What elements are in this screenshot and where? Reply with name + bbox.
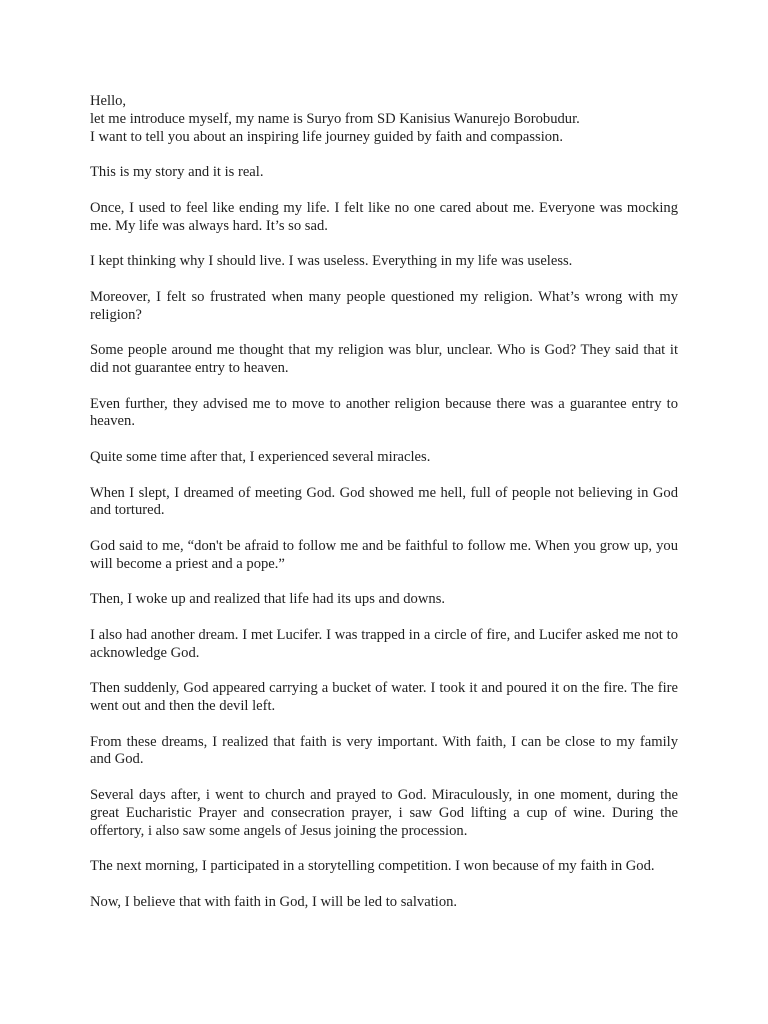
paragraph-move-religion: Even further, they advised me to move to another religion because there was a guarantee entry to heaven.	[90, 395, 678, 430]
paragraph-woke-up: Then, I woke up and realized that life had its ups and downs.	[90, 591, 446, 608]
introduction-line: let me introduce myself, my name is Suryo from SD Kanisius Wanurejo Borobudur.	[90, 110, 580, 127]
greeting-line: Hello,	[90, 93, 127, 109]
paragraph-faith-important: From these dreams, I realized that faith is very important. With faith, I can be close to my family and God.	[90, 733, 678, 768]
paragraph-dream-hell: When I slept, I dreamed of meeting God. God showed me hell, full of people not believing in God and tortured.	[90, 484, 678, 519]
paragraph-god-said: God said to me, “don't be afraid to follow me and be faithful to follow me. When you grow up, you will become a priest and a pope.”	[90, 537, 678, 572]
paragraph-lucifer-dream: I also had another dream. I met Lucifer. I was trapped in a circle of fire, and Lucifer asked me not to acknowledge God.	[90, 626, 678, 661]
paragraph-bucket-water: Then suddenly, God appeared carrying a bucket of water. I took it and poured it on the fire. The fire went out and then the devil left.	[90, 680, 678, 715]
intro-block	[90, 93, 678, 146]
paragraph-ending-life: Once, I used to feel like ending my life. I felt like no one cared about me. Everyone was mocking me. My life was always hard. It’s so sad.	[90, 199, 678, 234]
paragraph-salvation: Now, I believe that with faith in God, I will be led to salvation.	[90, 893, 458, 910]
paragraph-religion-unclear: Some people around me thought that my religion was blur, unclear. Who is God? They said that it did not guarantee entry to heaven.	[90, 342, 678, 376]
paragraph-story-real: This is my story and it is real.	[90, 164, 264, 181]
paragraph-miracles: Quite some time after that, I experienced several miracles.	[90, 448, 431, 465]
document-page	[90, 93, 678, 912]
paragraph-religion-questioned: Moreover, I felt so frustrated when many people questioned my religion. What’s wrong with my religion?	[90, 288, 678, 323]
paragraph-storytelling-competition: The next morning, I participated in a storytelling competition. I won because of my faith in God.	[90, 858, 655, 875]
purpose-line: I want to tell you about an inspiring life journey guided by faith and compassion.	[90, 128, 563, 145]
paragraph-useless: I kept thinking why I should live. I was useless. Everything in my life was useless.	[90, 253, 573, 270]
paragraph-church-prayer: Several days after, i went to church and prayed to God. Miraculously, in one moment, during the great Eucharistic Prayer and consecration prayer, i saw God lifting a cup of wine. During the offertory, i also saw some angels of Jesus joining the procession.	[90, 787, 678, 839]
